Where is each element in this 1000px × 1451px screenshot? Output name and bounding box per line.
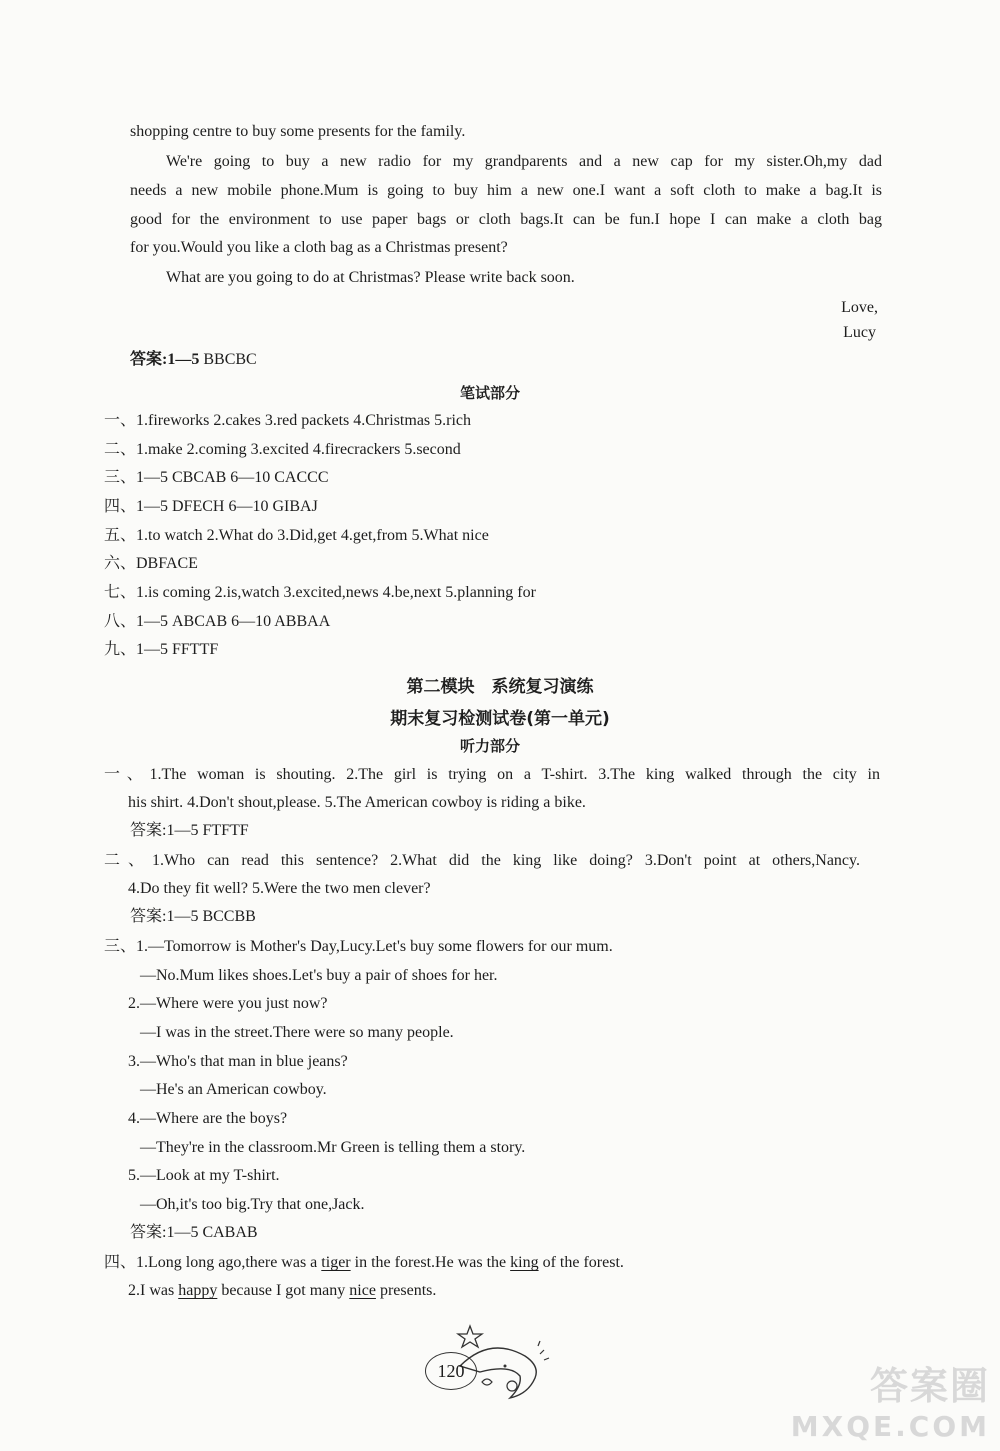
- fill-sentence-1: 四、1.Long long ago,there was a tiger in the forest.He was the king of the forest.: [104, 1254, 624, 1271]
- answer-value: BBCBC: [203, 351, 257, 368]
- dialogue-line: 3.—Who's that man in blue jeans?: [128, 1053, 348, 1070]
- written-item-5: 五、1.to watch 2.What do 3.Did,get 4.get,from 5.What nice: [104, 527, 489, 544]
- written-heading: 笔试部分: [459, 384, 520, 402]
- listening-s2-line1: 二、1.Who can read this sentence? 2.What did the king like doing? 3.Don't point at others,Nancy.: [104, 852, 860, 869]
- module-title: 第二模块 系统复习演练: [406, 677, 594, 697]
- dialogue-line: —No.Mum likes shoes.Let's buy a pair of shoes for her.: [140, 967, 498, 984]
- dialogue-line: 三、1.—Tomorrow is Mother's Day,Lucy.Let's buy some flowers for our mum.: [104, 938, 613, 955]
- page-number: 120: [425, 1352, 477, 1390]
- dialogue-line: 4.—Where are the boys?: [128, 1110, 288, 1127]
- blank-answer: king: [510, 1254, 539, 1271]
- blank-answer: tiger: [321, 1254, 351, 1271]
- listening-heading: 听力部分: [459, 737, 520, 755]
- letter-signature: Lucy: [843, 324, 876, 341]
- answer-range: 1—5: [167, 351, 200, 368]
- letter-line-3: needs a new mobile phone.Mum is going to buy him a new one.I want a soft cloth to make a bag.It is: [130, 182, 882, 199]
- dialogue-line: —They're in the classroom.Mr Green is telling them a story.: [140, 1139, 526, 1156]
- letter-line-6: What are you going to do at Christmas? Please write back soon.: [166, 269, 575, 286]
- written-item-4: 四、1—5 DFECH 6—10 GIBAJ: [104, 498, 318, 515]
- written-item-1: 一、1.fireworks 2.cakes 3.red packets 4.Christmas 5.rich: [104, 412, 472, 429]
- listening-s2-answer: 答案:1—5 BCCBB: [130, 908, 256, 925]
- listening-s1-line1: 一、1.The woman is shouting. 2.The girl is trying on a T-shirt. 3.The king walked through the city in: [104, 766, 880, 783]
- blank-answer: nice: [349, 1282, 376, 1299]
- letter-line-4: good for the environment to use paper bags or cloth bags.It can be fun.I hope I can make a cloth bag: [130, 211, 882, 228]
- written-item-6: 六、DBFACE: [104, 555, 198, 572]
- listening-s1-answer: 答案:1—5 FTFTF: [130, 822, 249, 839]
- watermark: 答案圈 MXQE.COM: [790, 1364, 990, 1443]
- written-item-3: 三、1—5 CBCAB 6—10 CACCC: [104, 469, 329, 486]
- written-item-8: 八、1—5 ABCAB 6—10 ABBAA: [104, 613, 331, 630]
- dialogue-line: 2.—Where were you just now?: [128, 995, 328, 1012]
- letter-answer: [130, 350, 257, 370]
- letter-closing: Love,: [841, 299, 878, 316]
- written-item-7: 七、1.is coming 2.is,watch 3.excited,news 4.be,next 5.planning for: [104, 584, 536, 601]
- blank-answer: happy: [178, 1282, 218, 1299]
- dialogue-line: —He's an American cowboy.: [140, 1081, 327, 1098]
- fill-sentence-2: 2.I was happy because I got many nice presents.: [128, 1282, 437, 1299]
- listening-s2-line2: 4.Do they fit well? 5.Were the two men clever?: [128, 880, 431, 897]
- listening-s3-answer: 答案:1—5 CABAB: [130, 1224, 258, 1241]
- written-item-9: 九、1—5 FFTTF: [104, 641, 219, 658]
- dialogue-line: 5.—Look at my T-shirt.: [128, 1167, 280, 1184]
- answer-label: 答案:: [130, 351, 168, 368]
- letter-line-5: for you.Would you like a cloth bag as a Christmas present?: [130, 239, 508, 256]
- written-item-2: 二、1.make 2.coming 3.excited 4.firecrackers 5.second: [104, 441, 461, 458]
- dialogue-line: —I was in the street.There were so many people.: [140, 1024, 454, 1041]
- letter-line-2: We're going to buy a new radio for my grandparents and a new cap for my sister.Oh,my dad: [166, 153, 882, 170]
- test-title: 期末复习检测试卷(第一单元): [390, 709, 610, 729]
- listening-s1-line2: his shirt. 4.Don't shout,please. 5.The American cowboy is riding a bike.: [128, 794, 586, 811]
- dialogue-line: —Oh,it's too big.Try that one,Jack.: [140, 1196, 365, 1213]
- letter-line-1: shopping centre to buy some presents for the family.: [130, 123, 466, 140]
